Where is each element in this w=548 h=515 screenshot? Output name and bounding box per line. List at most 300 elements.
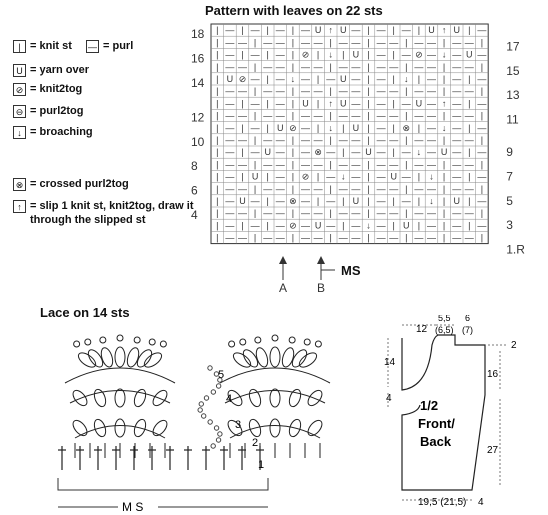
lace-mark xyxy=(211,444,215,448)
chart-cell-symbol: — xyxy=(414,61,424,72)
chart-cell-symbol: — xyxy=(376,196,386,206)
chart-cell-symbol: — xyxy=(301,122,310,133)
chart-cell-symbol: — xyxy=(225,147,235,158)
chart-cell-symbol: | xyxy=(329,135,332,145)
stitch-legend xyxy=(0,0,200,240)
chart-cell-symbol: — xyxy=(338,135,348,145)
chart-cell-symbol: | xyxy=(216,86,219,97)
lace-mark xyxy=(65,368,175,383)
chart-cell-symbol: — xyxy=(414,159,424,170)
chart-cell-symbol: — xyxy=(427,49,436,60)
chart-cell-symbol: — xyxy=(238,86,247,97)
chart-cell-symbol: — xyxy=(313,37,323,48)
dim-top-right-b: (7) xyxy=(462,325,473,335)
lace-row-2: 2 xyxy=(252,437,259,449)
chart-cell-symbol: | xyxy=(342,220,345,231)
lace-mark xyxy=(270,347,280,367)
chart-cell-symbol: — xyxy=(301,25,310,36)
chart-cell-symbol: — xyxy=(452,171,462,182)
chart-cell-symbol: — xyxy=(401,171,411,182)
lace-mark xyxy=(230,426,320,439)
chart-cell-symbol: U xyxy=(453,25,460,36)
chart-cell-symbol: | xyxy=(367,61,370,72)
chart-cell-symbol: — xyxy=(250,122,260,133)
chart-cell-symbol: — xyxy=(275,49,285,60)
chart-row-number-right: 9 xyxy=(506,145,513,159)
chart-cell-symbol: ↑ xyxy=(328,25,333,36)
lace-title: Lace on 14 sts xyxy=(40,305,130,320)
chart-cell-symbol: — xyxy=(452,86,462,97)
chart-cell-symbol: — xyxy=(427,74,436,84)
chart-cell-symbol: — xyxy=(427,86,436,97)
chart-cell-symbol: | xyxy=(468,196,471,206)
chart-cell-symbol: — xyxy=(301,74,310,84)
lace-mark xyxy=(76,350,98,370)
chart-cell-symbol: — xyxy=(376,147,386,158)
chart-cell-symbol: | xyxy=(367,208,370,219)
chart-row-number-right: 7 xyxy=(506,169,513,184)
lace-mark xyxy=(201,414,205,418)
chart-cell-symbol: | xyxy=(480,61,484,72)
chart-cell-symbol: | xyxy=(253,159,257,170)
chart-cell-symbol: — xyxy=(301,183,310,194)
chart-cell-symbol: | xyxy=(216,49,219,60)
chart-cell-symbol: | xyxy=(216,232,219,243)
chart-cell-symbol: | xyxy=(367,122,370,133)
chart-cell-symbol: | xyxy=(216,208,219,219)
chart-cell-symbol: — xyxy=(427,98,436,109)
chart-cell-symbol: — xyxy=(464,135,474,145)
chart-cell-symbol: — xyxy=(376,37,386,48)
chart-cell-symbol: — xyxy=(427,122,436,133)
chart-cell-symbol: — xyxy=(238,208,247,219)
chart-cell-symbol: U xyxy=(352,122,360,133)
chart-cell-symbol: | xyxy=(316,74,320,84)
chart-cell-symbol: U xyxy=(264,147,271,158)
chart-cell-symbol: — xyxy=(414,86,424,97)
chart-cell-symbol: | xyxy=(417,196,421,206)
chart-cell-symbol: | xyxy=(266,196,269,206)
chart-cell-symbol: — xyxy=(376,122,386,133)
chart-cell-symbol: | xyxy=(241,98,244,109)
chart-cell-symbol: — xyxy=(401,49,411,60)
chart-cell-symbol: — xyxy=(376,110,386,121)
chart-cell-symbol: — xyxy=(301,61,310,72)
chart-cell-symbol: ⊗ xyxy=(402,122,411,133)
lace-mark xyxy=(75,426,165,439)
chart-cell-symbol: — xyxy=(452,147,462,158)
chart-cell-symbol: | xyxy=(342,122,345,133)
chart-cell-symbol: | xyxy=(468,98,471,109)
chart-cell-symbol: — xyxy=(452,220,462,231)
chart-cell-symbol: — xyxy=(263,183,273,194)
chart-cell-symbol: — xyxy=(464,37,474,48)
chart-cell-symbol: | xyxy=(291,49,295,60)
chart-cell-symbol: — xyxy=(477,147,487,158)
chart-cell-symbol: | xyxy=(392,220,395,231)
chart-cell-symbol: | xyxy=(216,74,219,84)
chart-cell-symbol: — xyxy=(275,232,285,243)
chart-cell-symbol: | xyxy=(367,183,370,194)
chart-cell-symbol: — xyxy=(401,98,411,109)
chart-cell-symbol: — xyxy=(452,49,462,60)
chart-cell-symbol: | xyxy=(291,183,295,194)
chart-cell-symbol: — xyxy=(275,220,285,231)
chart-cell-symbol: — xyxy=(275,37,285,48)
chart-cell-symbol: — xyxy=(263,208,273,219)
lace-mark xyxy=(134,337,140,343)
chart-cell-symbol: — xyxy=(477,49,487,60)
chart-cell-symbol: — xyxy=(351,159,361,170)
chart-cell-symbol: | xyxy=(480,232,484,243)
chart-cell-symbol: | xyxy=(480,86,484,97)
chart-cell-symbol: — xyxy=(275,25,285,36)
chart-cell-symbol: | xyxy=(405,135,408,145)
chart-cell-symbol: | xyxy=(442,74,446,84)
marker-b-label: B xyxy=(317,281,326,293)
chart-cell-symbol: — xyxy=(275,110,285,121)
chart-cell-symbol: ↓ xyxy=(441,49,447,60)
chart-cell-symbol: — xyxy=(427,183,436,194)
chart-row-number-left: 4 xyxy=(191,208,198,222)
marker-a-label: A xyxy=(279,281,288,293)
chart-cell-symbol: | xyxy=(367,98,370,109)
chart-cell-symbol: — xyxy=(401,147,411,158)
chart-cell-symbol: — xyxy=(477,98,487,109)
chart-cell-symbol: ⊘ xyxy=(238,74,247,84)
chart-cell-symbol: — xyxy=(414,135,424,145)
chart-cell-symbol: ↓ xyxy=(366,220,371,231)
chart-cell-symbol: — xyxy=(376,232,386,243)
chart-cell-symbol: | xyxy=(405,37,408,48)
chart-cell-symbol: — xyxy=(263,37,273,48)
chart-cell-symbol: — xyxy=(238,232,247,243)
chart-cell-symbol: | xyxy=(216,196,219,206)
chart-cell-symbol: — xyxy=(238,183,247,194)
chart-cell-symbol: — xyxy=(275,61,285,72)
chart-cell-symbol: U xyxy=(453,196,460,206)
chart-cell-symbol: — xyxy=(452,183,462,194)
chart-cell-symbol: — xyxy=(376,171,386,182)
chart-cell-symbol: — xyxy=(351,220,361,231)
chart-cell-symbol: — xyxy=(376,86,386,97)
chart-cell-symbol: — xyxy=(477,25,487,36)
chart-cell-symbol: — xyxy=(225,110,235,121)
lace-mark xyxy=(280,346,296,368)
chart-cell-symbol: | xyxy=(291,37,295,48)
chart-cell-symbol: — xyxy=(389,37,399,48)
chart-cell-symbol: — xyxy=(464,208,474,219)
chart-row-number-right: 15 xyxy=(506,63,520,78)
chart-cell-symbol: U xyxy=(340,74,347,84)
lace-mark xyxy=(211,390,215,394)
chart-cell-symbol: | xyxy=(480,208,484,219)
chart-cell-symbol: — xyxy=(376,49,386,60)
chart-cell-symbol: | xyxy=(367,86,370,97)
chart-cell-symbol: ⊘ xyxy=(289,122,297,133)
lace-stitch-art xyxy=(58,335,330,470)
chart-row-number-right: 5 xyxy=(506,193,513,208)
chart-cell-symbol: — xyxy=(427,208,436,219)
chart-cell-symbol: | xyxy=(442,37,446,48)
dim-right-top: 2 xyxy=(511,340,517,351)
chart-cell-symbol: — xyxy=(427,232,436,243)
lace-row-5: 5 xyxy=(218,369,225,381)
chart-cell-symbol: | xyxy=(241,122,244,133)
chart-row-number-left: 8 xyxy=(191,159,198,174)
chart-cell-symbol: — xyxy=(301,232,310,243)
chart-cell-symbol: — xyxy=(250,220,260,231)
chart-cell-symbol: | xyxy=(367,135,370,145)
chart-cell-symbol: | xyxy=(480,183,484,194)
lace-mark xyxy=(115,389,125,407)
chart-cell-symbol: ↓ xyxy=(441,122,447,133)
chart-cell-symbol: | xyxy=(241,171,244,182)
chart-cell-symbol: | xyxy=(468,122,471,133)
chart-cell-symbol: | xyxy=(253,183,257,194)
yarn-over-icon: U xyxy=(13,64,26,77)
lace-mark xyxy=(315,341,321,347)
chart-cell-symbol: — xyxy=(464,86,474,97)
chart-cell-symbol: | xyxy=(291,232,295,243)
chart-cell-symbol: | xyxy=(405,208,408,219)
chart-right-row-numbers xyxy=(506,39,525,256)
chart-cell-symbol: | xyxy=(216,122,219,133)
chart-cell-symbol: — xyxy=(326,171,336,182)
chart-cell-symbol: — xyxy=(301,86,310,97)
chart-cell-symbol: | xyxy=(468,147,471,158)
chart-cell-symbol: | xyxy=(291,147,295,158)
chart-cell-symbol: ⊘ xyxy=(415,49,423,60)
lace-mark xyxy=(160,341,166,347)
chart-cell-symbol: — xyxy=(338,110,348,121)
chart-cell-symbol: — xyxy=(225,159,235,170)
dim-bottom: 19,5 (21,5) xyxy=(418,497,467,508)
lace-mark xyxy=(132,388,148,408)
chart-cell-symbol: — xyxy=(275,171,285,182)
chart-cell-symbol: — xyxy=(225,37,235,48)
chart-cell-symbol: | xyxy=(442,159,446,170)
chart-cell-symbol: | xyxy=(417,171,421,182)
chart-cell-symbol: — xyxy=(464,110,474,121)
chart-cell-symbol: U xyxy=(352,49,360,60)
chart-cell-symbol: ↓ xyxy=(429,196,434,206)
chart-cell-symbol: ↑ xyxy=(441,25,447,36)
chart-cell-symbol: — xyxy=(301,196,310,206)
chart-cell-symbol: | xyxy=(291,25,295,36)
chart-cell-symbol: — xyxy=(477,74,487,84)
chart-cell-symbol: | xyxy=(405,110,408,121)
chart-cell-symbol: — xyxy=(389,208,399,219)
chart-cell-symbol: | xyxy=(266,49,269,60)
chart-cell-symbol: | xyxy=(392,122,395,133)
lace-mark xyxy=(208,420,212,424)
chart-cell-symbol: — xyxy=(376,208,386,219)
chart-cell-symbol: | xyxy=(468,74,471,84)
chart-cell-symbol: U xyxy=(466,49,473,60)
chart-cell-symbol: U xyxy=(390,171,397,182)
chart-cell-symbol: ⊘ xyxy=(301,171,310,182)
legend-yarn-over: = yarn over xyxy=(30,64,90,76)
chart-cell-symbol: U xyxy=(239,196,246,206)
chart-cell-symbol: | xyxy=(442,196,446,206)
chart-cell-symbol: | xyxy=(216,147,219,158)
chart-cell-symbol: | xyxy=(405,86,408,97)
chart-cell-symbol: | xyxy=(367,25,370,36)
chart-cell-symbol: | xyxy=(480,110,484,121)
chart-cell-symbol: — xyxy=(238,110,247,121)
chart-cell-symbol: ↓ xyxy=(404,74,409,84)
chart-cell-symbol: — xyxy=(401,196,411,206)
chart-cell-symbol: — xyxy=(376,135,386,145)
leaves-chart xyxy=(185,18,545,293)
chart-cell-symbol: | xyxy=(241,147,244,158)
chart-cell-symbol: — xyxy=(452,232,462,243)
marker-a xyxy=(279,256,287,293)
chart-cell-symbol: | xyxy=(468,171,471,182)
chart-cell-symbol: — xyxy=(389,61,399,72)
chart-cell-symbol: | xyxy=(216,159,219,170)
chart-cell-symbol: — xyxy=(389,110,399,121)
chart-cell-symbol: — xyxy=(225,208,235,219)
chart-cell-symbol: — xyxy=(427,147,436,158)
chart-cell-symbol: | xyxy=(216,135,219,145)
knit2tog-icon: ⊘ xyxy=(13,83,26,96)
chart-cell-symbol: — xyxy=(389,86,399,97)
chart-cell-symbol: | xyxy=(417,74,421,84)
chart-cell-symbol: — xyxy=(351,74,361,84)
chart-cell-symbol: — xyxy=(313,86,323,97)
chart-cell-symbol: | xyxy=(329,86,332,97)
chart-cell-symbol: U xyxy=(440,147,448,158)
chart-cell-symbol: — xyxy=(338,208,348,219)
chart-cell-symbol: | xyxy=(253,86,257,97)
chart-cell-symbol: — xyxy=(477,122,487,133)
lace-mark xyxy=(272,335,278,341)
chart-cell-symbol: | xyxy=(291,171,295,182)
chart-cell-symbol: ↓ xyxy=(341,171,346,182)
chart-cell-symbol: — xyxy=(263,61,273,72)
leaves-pattern-title: Pattern with leaves on 22 sts xyxy=(205,3,383,18)
chart-cell-symbol: — xyxy=(427,110,436,121)
chart-row-number-left: 14 xyxy=(191,76,205,90)
chart-cell-symbol: — xyxy=(301,159,310,170)
chart-cell-symbol: | xyxy=(291,208,295,219)
dim-top-left: 12 xyxy=(416,324,428,335)
lace-mark xyxy=(289,337,295,343)
chart-cell-symbol: — xyxy=(338,232,348,243)
lace-mark xyxy=(99,346,115,368)
lace-mark xyxy=(142,350,164,370)
chart-cell-symbol: — xyxy=(477,220,487,231)
chart-grid xyxy=(211,24,488,244)
chart-cell-symbol: ↓ xyxy=(429,171,434,182)
chart-cell-symbol: | xyxy=(266,220,269,231)
lace-mark xyxy=(204,396,208,400)
chart-cell-symbol: — xyxy=(427,220,436,231)
chart-cell-symbol: — xyxy=(225,122,235,133)
chart-cell-symbol: — xyxy=(414,37,424,48)
chart-cell-symbol: — xyxy=(301,110,310,121)
chart-cell-symbol: | xyxy=(266,25,269,36)
chart-cell-symbol: | xyxy=(392,25,395,36)
chart-cell-symbol: | xyxy=(329,159,332,170)
chart-cell-symbol: — xyxy=(263,86,273,97)
chart-cell-symbol: — xyxy=(238,159,247,170)
legend-knit: = knit st xyxy=(30,40,72,52)
chart-cell-symbol: | xyxy=(241,25,244,36)
chart-cell-symbol: | xyxy=(329,208,332,219)
chart-cell-symbol: — xyxy=(477,171,487,182)
lace-mark xyxy=(216,438,220,442)
chart-cell-symbol: — xyxy=(275,183,285,194)
chart-cell-symbol: | xyxy=(291,159,295,170)
chart-cell-symbol: | xyxy=(329,61,332,72)
chart-cell-symbol: | xyxy=(392,147,395,158)
lace-diagram xyxy=(40,318,380,513)
chart-cell-symbol: | xyxy=(266,122,269,133)
chart-cell-symbol: — xyxy=(376,25,386,36)
chart-cell-symbol: — xyxy=(275,135,285,145)
chart-cell-symbol: | xyxy=(316,171,320,182)
lace-mark xyxy=(85,339,91,345)
chart-cell-symbol: | xyxy=(367,171,370,182)
chart-cell-symbol: U xyxy=(340,98,347,109)
piece-label-3: Back xyxy=(420,434,452,449)
chart-cell-symbol: | xyxy=(442,86,446,97)
chart-cell-symbol: | xyxy=(216,110,219,121)
lace-ms-label: M S xyxy=(122,500,144,513)
chart-cell-symbol: — xyxy=(477,196,487,206)
chart-cell-symbol: — xyxy=(263,232,273,243)
legend-crossed-purl2tog: = crossed purl2tog xyxy=(30,178,129,190)
chart-cell-symbol: — xyxy=(250,25,260,36)
chart-cell-symbol: | xyxy=(417,25,421,36)
chart-cell-symbol: | xyxy=(442,171,446,182)
chart-cell-symbol: U xyxy=(415,98,423,109)
lace-mark xyxy=(270,389,280,407)
chart-cell-symbol: — xyxy=(351,147,361,158)
chart-cell-symbol: — xyxy=(464,232,474,243)
chart-cell-symbol: U xyxy=(277,122,284,133)
chart-cell-symbol: — xyxy=(225,135,235,145)
chart-cell-symbol: — xyxy=(351,208,361,219)
dim-top-mid-a: 5,5 xyxy=(438,315,451,323)
chart-cell-symbol: ⊗ xyxy=(289,196,297,206)
chart-cell-symbol: U xyxy=(365,147,372,158)
chart-cell-symbol: | xyxy=(216,98,219,109)
chart-cell-symbol: ↓ xyxy=(328,49,333,60)
chart-cell-symbol: — xyxy=(414,208,424,219)
chart-cell-symbol: | xyxy=(329,232,332,243)
chart-cell-symbol: | xyxy=(253,232,257,243)
chart-cell-symbol: ⊘ xyxy=(301,49,310,60)
chart-cell-symbol: | xyxy=(367,37,370,48)
chart-cell-symbol: — xyxy=(427,37,436,48)
chart-cell-symbol: | xyxy=(266,74,269,84)
chart-cell-symbol: | xyxy=(367,74,370,84)
lace-mark xyxy=(216,384,220,388)
chart-cell-symbol: — xyxy=(452,208,462,219)
chart-cell-symbol: — xyxy=(313,183,323,194)
legend-slip-knit2tog: = slip 1 knit st, knit2tog, draw it through the slipped st xyxy=(30,200,194,226)
chart-cell-symbol: | xyxy=(329,37,332,48)
chart-cell-symbol: — xyxy=(452,37,462,48)
chart-cell-symbol: — xyxy=(225,49,235,60)
dim-left-b: 4 xyxy=(386,393,392,404)
chart-row-number-right: 17 xyxy=(506,39,520,54)
chart-cell-symbol: | xyxy=(480,37,484,48)
